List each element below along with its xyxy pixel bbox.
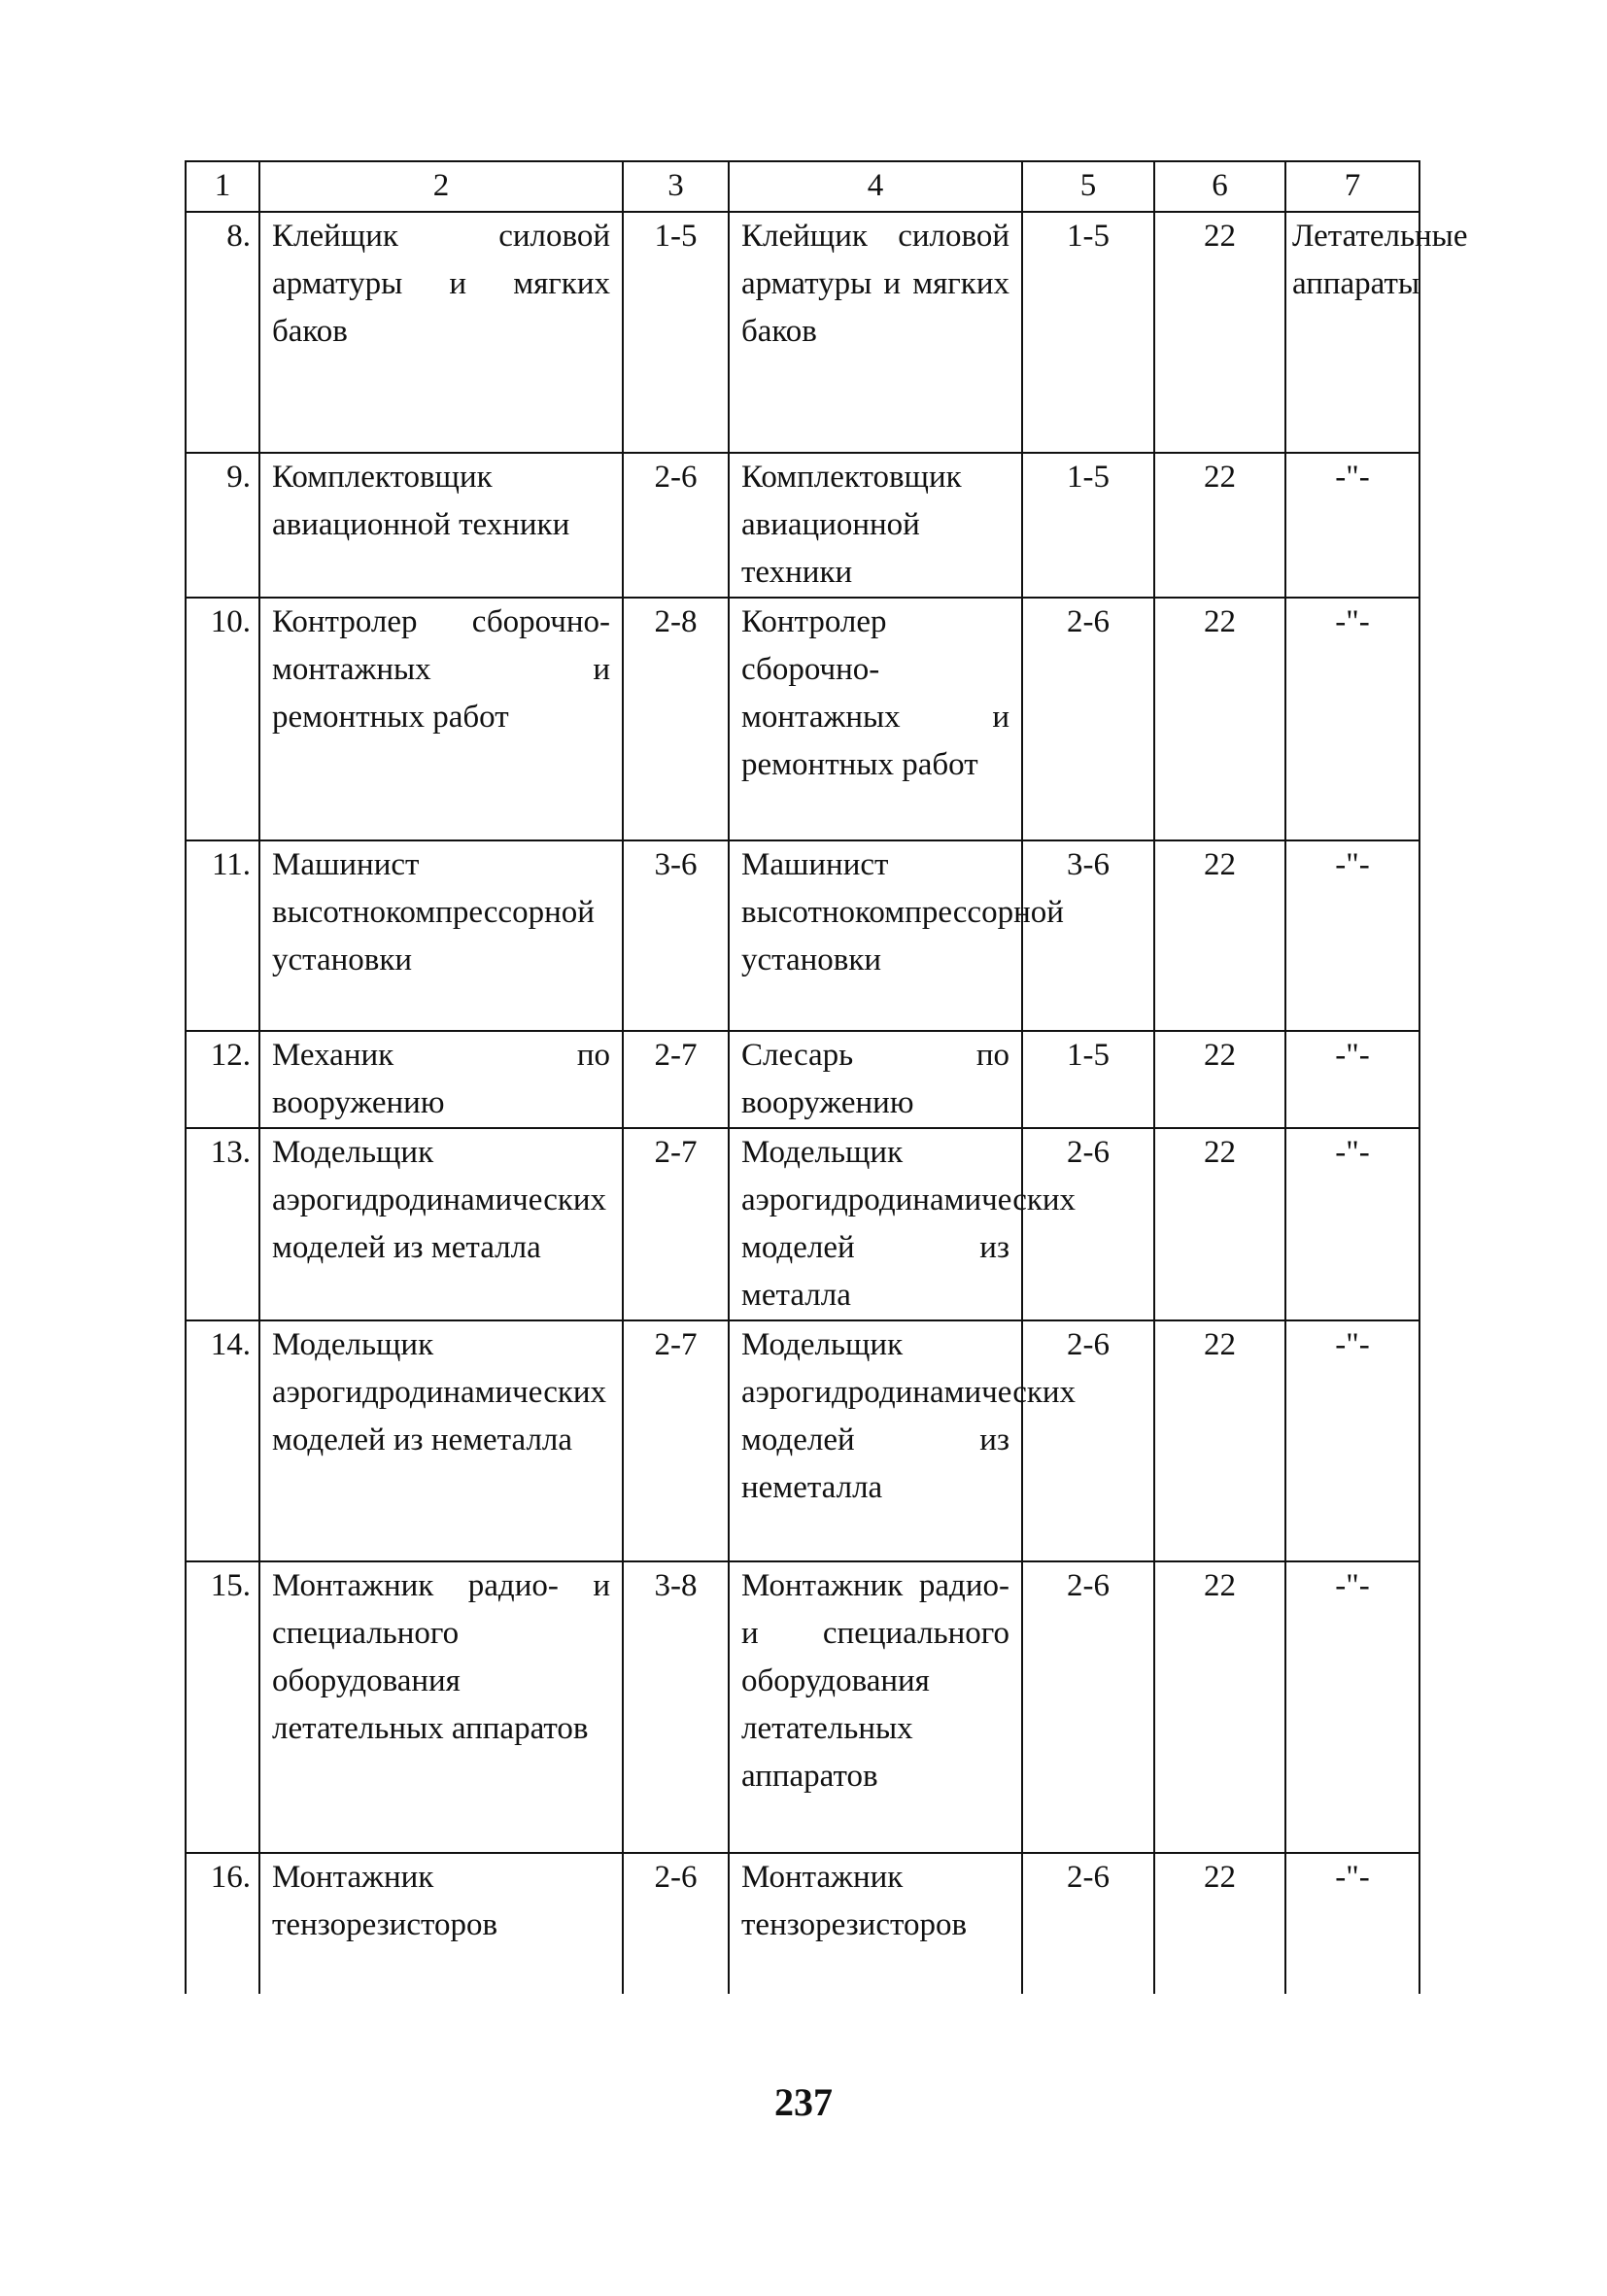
note: -"- [1285,1561,1419,1853]
header-col-1: 1 [186,161,259,212]
new-grade-range: 1-5 [1022,212,1154,453]
profession-name: Монтажник радио- и специального оборудования летательных аппаратов [259,1561,623,1853]
note: -"- [1285,598,1419,840]
note: Летательные аппараты [1285,212,1419,453]
profession-name: Контролер сборочно-монтажных и ремонтных работ [259,598,623,840]
new-profession-name: Модельщик аэрогидродинамических моделей из неметалла [729,1320,1022,1561]
new-profession-name: Монтажник тензорезисторов [729,1853,1022,1994]
profession-name: Модельщик аэрогидродинамических моделей из металла [259,1128,623,1320]
profession-table [185,160,1468,1994]
section-number: 22 [1154,598,1285,840]
profession-name: Комплектовщик авиационной техники [259,453,623,598]
section-number: 22 [1154,1320,1285,1561]
row-number: 9. [186,453,259,598]
row-number: 11. [186,840,259,1031]
grade-range: 2-7 [623,1320,729,1561]
section-number: 22 [1154,1853,1285,1994]
table-row [186,1561,1419,1853]
table-row [186,453,1419,598]
header-col-2: 2 [259,161,623,212]
row-number: 8. [186,212,259,453]
row-number: 12. [186,1031,259,1128]
header-col-4: 4 [729,161,1022,212]
table-row [186,598,1419,840]
profession-name: Монтажник тензорезисторов [259,1853,623,1994]
note: -"- [1285,1031,1419,1128]
header-col-7: 7 [1285,161,1419,212]
grade-range: 1-5 [623,212,729,453]
grade-range: 2-6 [623,1853,729,1994]
new-grade-range: 2-6 [1022,1320,1154,1561]
section-number: 22 [1154,453,1285,598]
note: -"- [1285,840,1419,1031]
section-number: 22 [1154,1561,1285,1853]
new-grade-range: 2-6 [1022,1128,1154,1320]
header-col-6: 6 [1154,161,1285,212]
new-profession-name: Монтажник радио- и специального оборудования летательных аппаратов [729,1561,1022,1853]
grade-range: 2-8 [623,598,729,840]
row-number: 10. [186,598,259,840]
row-number: 15. [186,1561,259,1853]
new-grade-range: 1-5 [1022,1031,1154,1128]
grade-range: 2-6 [623,453,729,598]
grade-range: 3-8 [623,1561,729,1853]
header-row [186,161,1419,212]
new-grade-range: 2-6 [1022,1853,1154,1994]
table-row [186,1128,1419,1320]
page-number: 237 [774,2080,833,2124]
table-row [186,840,1419,1031]
note: -"- [1285,1128,1419,1320]
section-number: 22 [1154,840,1285,1031]
header-col-5: 5 [1022,161,1154,212]
new-profession-name: Клейщик силовой арматуры и мягких баков [729,212,1022,453]
new-profession-name: Машинист высотнокомпрессорной установки [729,840,1022,1031]
new-grade-range: 1-5 [1022,453,1154,598]
new-profession-name: Модельщик аэрогидродинамических моделей из металла [729,1128,1022,1320]
profession-name: Клейщик силовой арматуры и мягких баков [259,212,623,453]
grade-range: 2-7 [623,1128,729,1320]
note: -"- [1285,1853,1419,1994]
new-profession-name: Комплектовщик авиационной техники [729,453,1022,598]
header-col-3: 3 [623,161,729,212]
section-number: 22 [1154,1031,1285,1128]
section-number: 22 [1154,212,1285,453]
profession-name: Модельщик аэрогидродинамических моделей из неметалла [259,1320,623,1561]
profession-name: Механик по вооружению [259,1031,623,1128]
note: -"- [1285,1320,1419,1561]
new-profession-name: Слесарь по вооружению [729,1031,1022,1128]
grade-range: 2-7 [623,1031,729,1128]
table-row [186,1853,1419,1994]
row-number: 16. [186,1853,259,1994]
note: -"- [1285,453,1419,598]
row-number: 14. [186,1320,259,1561]
new-grade-range: 3-6 [1022,840,1154,1031]
section-number: 22 [1154,1128,1285,1320]
profession-name: Машинист высотнокомпрессорной установки [259,840,623,1031]
table-row [186,1031,1419,1128]
new-grade-range: 2-6 [1022,598,1154,840]
new-grade-range: 2-6 [1022,1561,1154,1853]
table-row [186,1320,1419,1561]
grade-range: 3-6 [623,840,729,1031]
row-number: 13. [186,1128,259,1320]
table-row [186,212,1419,453]
new-profession-name: Контролер сборочно-монтажных и ремонтных работ [729,598,1022,840]
